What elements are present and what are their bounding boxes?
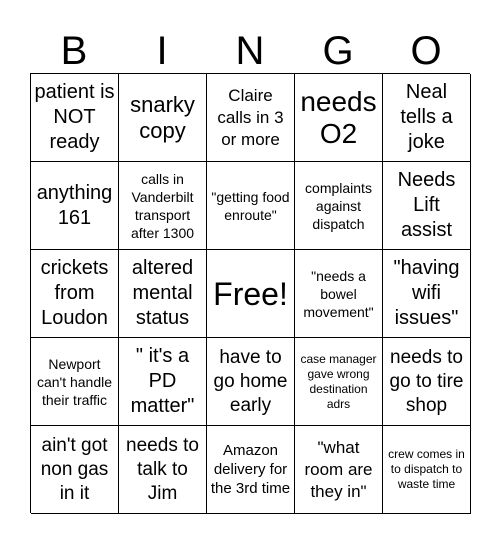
bingo-cell-g5[interactable] [295, 426, 383, 514]
cell-label: needs to go to tire shop [389, 346, 464, 416]
bingo-cell-b4[interactable] [31, 338, 119, 426]
bingo-cell-n3-free[interactable] [207, 250, 295, 338]
bingo-cell-g1[interactable] [295, 74, 383, 162]
cell-label: patient is NOT ready [34, 81, 115, 153]
cell-label: "getting food enroute" [211, 188, 290, 223]
bingo-cell-o5[interactable] [383, 426, 471, 514]
bingo-cell-b5[interactable] [31, 426, 119, 514]
cell-label: Claire calls in 3 or more [217, 85, 284, 149]
cell-label: needs to talk to Jim [126, 434, 199, 504]
cell-label: crew comes in to dispatch to waste time [388, 447, 465, 491]
cell-label: snarky copy [130, 91, 195, 143]
cell-label: "needs a bowel movement" [303, 267, 374, 320]
bingo-header [30, 26, 470, 74]
header-letter-g: G [322, 29, 354, 73]
bingo-cell-i4[interactable] [119, 338, 207, 426]
cell-label: Newport can't handle their traffic [36, 355, 113, 408]
cell-label: "having wifi issues" [393, 257, 460, 329]
cell-label: calls in Vanderbilt transport after 1300 [130, 170, 195, 241]
bingo-cell-b3[interactable] [31, 250, 119, 338]
bingo-cell-n4[interactable] [207, 338, 295, 426]
bingo-cell-g4[interactable] [295, 338, 383, 426]
bingo-cell-n2[interactable] [207, 162, 295, 250]
bingo-cell-g3[interactable] [295, 250, 383, 338]
bingo-cell-i3[interactable] [119, 250, 207, 338]
cell-label: needs O2 [300, 85, 377, 149]
header-letter-b: B [60, 29, 88, 73]
header-letter-i: I [156, 29, 168, 73]
bingo-cell-g2[interactable] [295, 162, 383, 250]
cell-label: case manager gave wrong destination adrs [300, 351, 377, 411]
cell-label: altered mental status [131, 257, 194, 329]
bingo-board [30, 73, 470, 513]
bingo-cell-n1[interactable] [207, 74, 295, 162]
cell-label: ain't got non gas in it [40, 434, 109, 504]
cell-label: crickets from Loudon [40, 257, 109, 329]
bingo-cell-i5[interactable] [119, 426, 207, 514]
bingo-cell-b1[interactable] [31, 74, 119, 162]
bingo-cell-o2[interactable] [383, 162, 471, 250]
bingo-cell-b2[interactable] [31, 162, 119, 250]
bingo-cell-o3[interactable] [383, 250, 471, 338]
bingo-cell-o1[interactable] [383, 74, 471, 162]
cell-label: Neal tells a joke [400, 81, 453, 153]
cell-label: Amazon delivery for the 3rd time [210, 442, 291, 497]
bingo-cell-o4[interactable] [383, 338, 471, 426]
free-space-label: Free! [213, 275, 288, 312]
bingo-cell-i2[interactable] [119, 162, 207, 250]
cell-label: anything 161 [36, 181, 113, 229]
header-letter-n: N [235, 29, 265, 73]
cell-label: Needs Lift assist [397, 169, 456, 241]
header-letter-o: O [410, 29, 442, 73]
cell-label: have to go home early [213, 346, 288, 416]
cell-label: complaints against dispatch [305, 179, 372, 232]
bingo-cell-n5[interactable] [207, 426, 295, 514]
bingo-cell-i1[interactable] [119, 74, 207, 162]
cell-label: "what room are they in" [304, 437, 373, 501]
cell-label: " it's a PD matter" [130, 345, 195, 417]
